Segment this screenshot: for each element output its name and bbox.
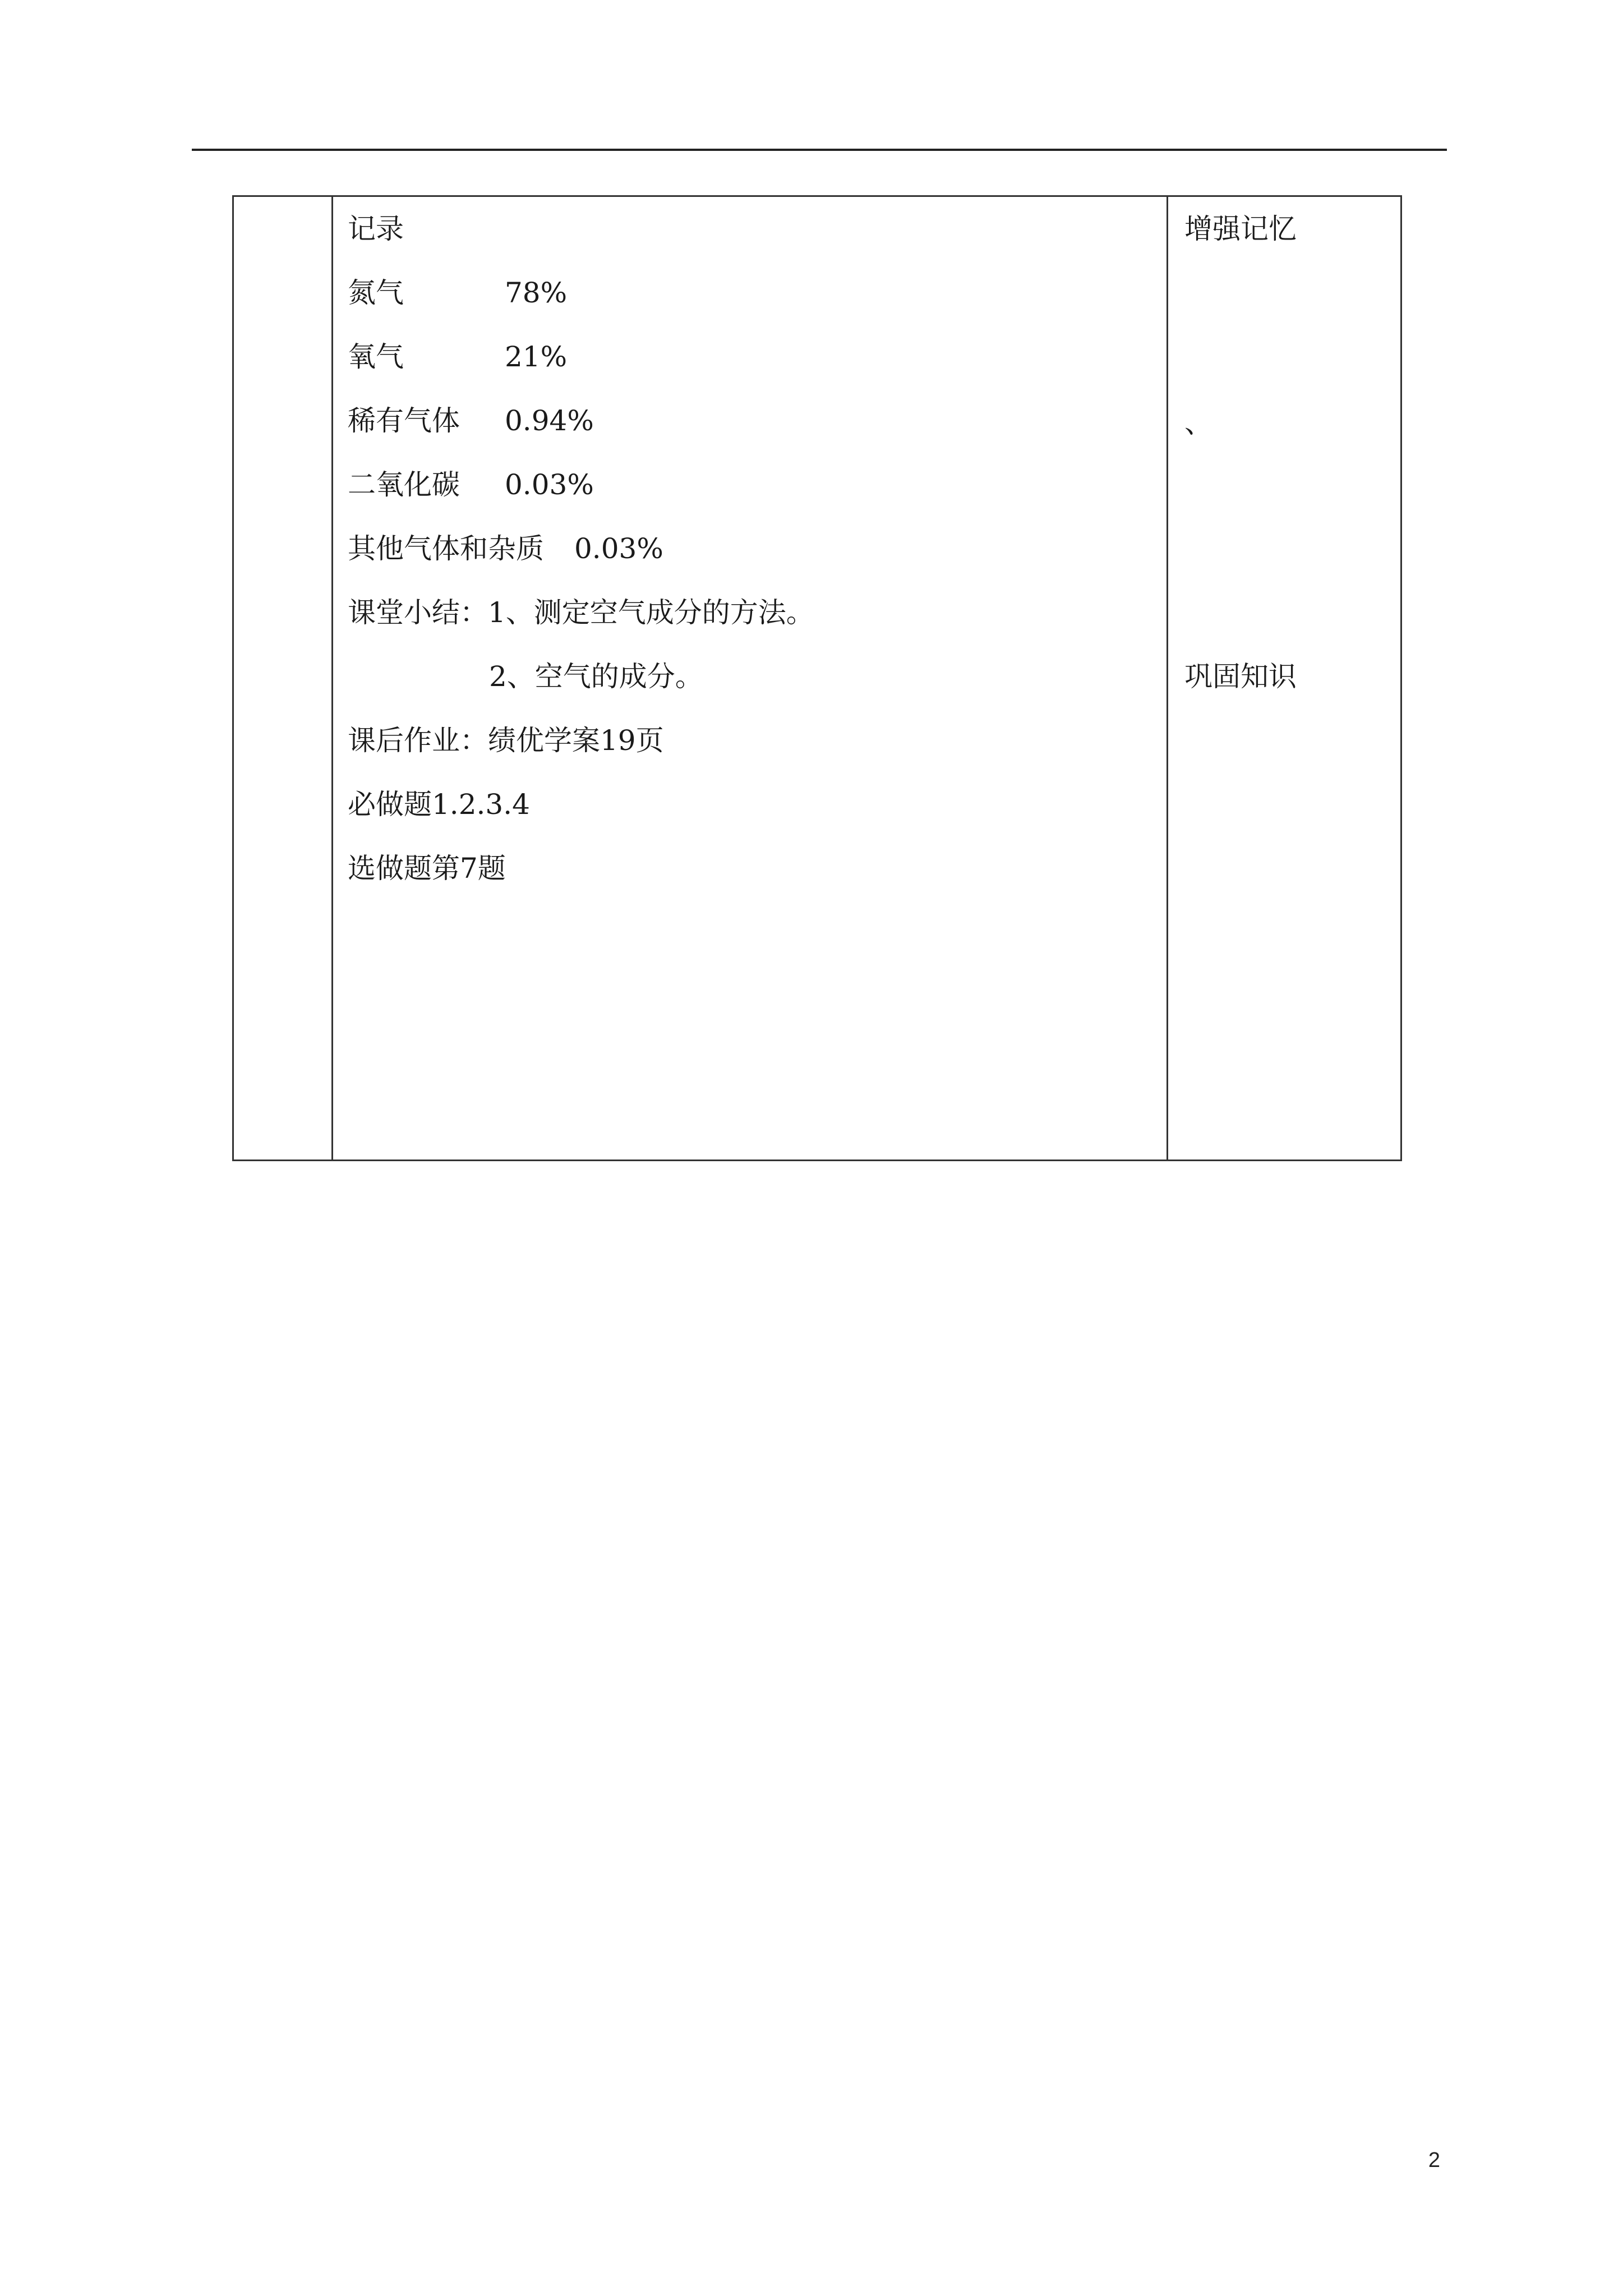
note-comma: 、 [1184, 407, 1212, 439]
homework-line: 课后作业：绩优学案19页 [348, 724, 664, 757]
page-number: 2 [1428, 2148, 1440, 2172]
co2-label: 二氧化碳 [348, 468, 460, 501]
note-consolidate-knowledge: 巩固知识 [1184, 660, 1297, 693]
column-divider-left [331, 197, 333, 1159]
summary-line-1: 课堂小结：1、测定空气成分的方法。 [348, 596, 814, 629]
record-heading: 记录 [348, 213, 404, 245]
nitrogen-value: 78% [505, 277, 568, 309]
column-divider-right [1166, 197, 1168, 1159]
oxygen-label: 氧气 [348, 341, 404, 373]
other-gases-label: 其他气体和杂质 [348, 532, 544, 565]
nitrogen-label: 氮气 [348, 277, 404, 309]
header-rule [192, 149, 1447, 151]
optional-questions: 选做题第7题 [348, 852, 506, 885]
noble-gas-value: 0.94% [505, 404, 594, 437]
noble-gas-label: 稀有气体 [348, 404, 460, 437]
summary-line-2: 2、空气的成分。 [489, 660, 703, 693]
oxygen-value: 21% [505, 341, 568, 373]
note-strengthen-memory: 增强记忆 [1184, 213, 1297, 245]
other-gases-value: 0.03% [574, 532, 663, 565]
co2-value: 0.03% [505, 468, 594, 501]
required-questions: 必做题1.2.3.4 [348, 788, 530, 821]
